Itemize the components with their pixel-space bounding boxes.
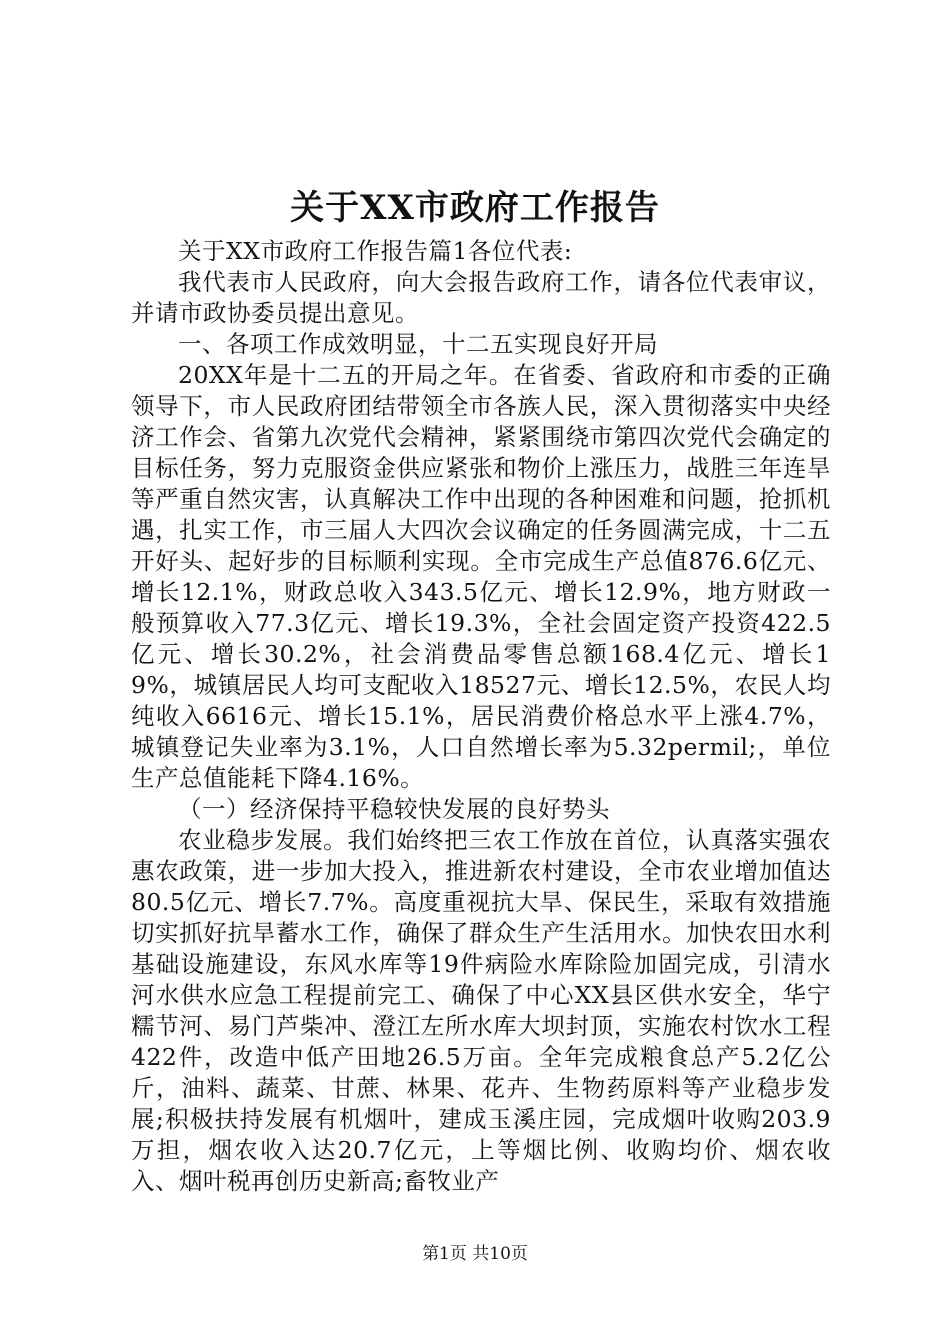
paragraph-address: 我代表市人民政府，向大会报告政府工作，请各位代表审议，并请市政协委员提出意见。 xyxy=(131,268,831,327)
document-title: 关于XX市政府工作报告 xyxy=(290,188,660,228)
subsection-heading-1: （一）经济保持平稳较快发展的良好势头 xyxy=(178,795,610,823)
paragraph-agriculture: 农业稳步发展。我们始终把三农工作放在首位，认真落实强农惠农政策，进一步加大投入，推进新农村建设，全市农业增加值达80.5亿元、增长7.7%。高度重视抗大旱、保民生，采取有效措施切实抓好抗旱蓄水工作，确保了群众生产生活用水。加快农田水利基础设施建设，东风水库等19件病险水库除险加固完成，引清水河水供水应急工程提前完工、确保了中心XX县区供水安全，华宁糯节河、易门芦柴冲、澄江左所水库大坝封顶，实施农村饮水工程422件，改造中低产田地26.5万亩。全年完成粮食总产5.2亿公斤，油料、蔬菜、甘蔗、林果、花卉、生物药原料等产业稳步发展;积极扶持发展有机烟叶，建成玉溪庄园，完成烟叶收购203.9万担，烟农收入达20.7亿元，上等烟比例、收购均价、烟农收入、烟叶税再创历史新高;畜牧业产 xyxy=(131,826,831,1195)
paragraph-overview: 20XX年是十二五的开局之年。在省委、省政府和市委的正确领导下，市人民政府团结带领全市各族人民，深入贯彻落实中央经济工作会、省第九次党代会精神，紧紧围绕市第四次党代会确定的目标任务，努力克服资金供应紧张和物价上涨压力，战胜三年连旱等严重自然灾害，认真解决工作中出现的各种困难和问题，抢抓机遇，扎实工作，市三届人大四次会议确定的任务圆满完成，十二五开好头、起好步的目标顺利实现。全市完成生产总值876.6亿元、增长12.1%，财政总收入343.5亿元、增长12.9%，地方财政一般预算收入77.3亿元、增长19.3%，全社会固定资产投资422.5亿元、增长30.2%，社会消费品零售总额168.4亿元、增长19%，城镇居民人均可支配收入18527元、增长12.5%，农民人均纯收入6616元、增长15.1%，居民消费价格总水平上涨4.7%，城镇登记失业率为3.1%，人口自然增长率为5.32permil;，单位生产总值能耗下降4.16%。 xyxy=(131,361,831,792)
document-body xyxy=(131,236,831,1197)
paragraph-opening: 关于XX市政府工作报告篇1各位代表: xyxy=(178,237,573,265)
page-footer: 第1页 共10页 xyxy=(422,1244,528,1264)
section-heading-1: 一、各项工作成效明显，十二五实现良好开局 xyxy=(178,330,658,358)
